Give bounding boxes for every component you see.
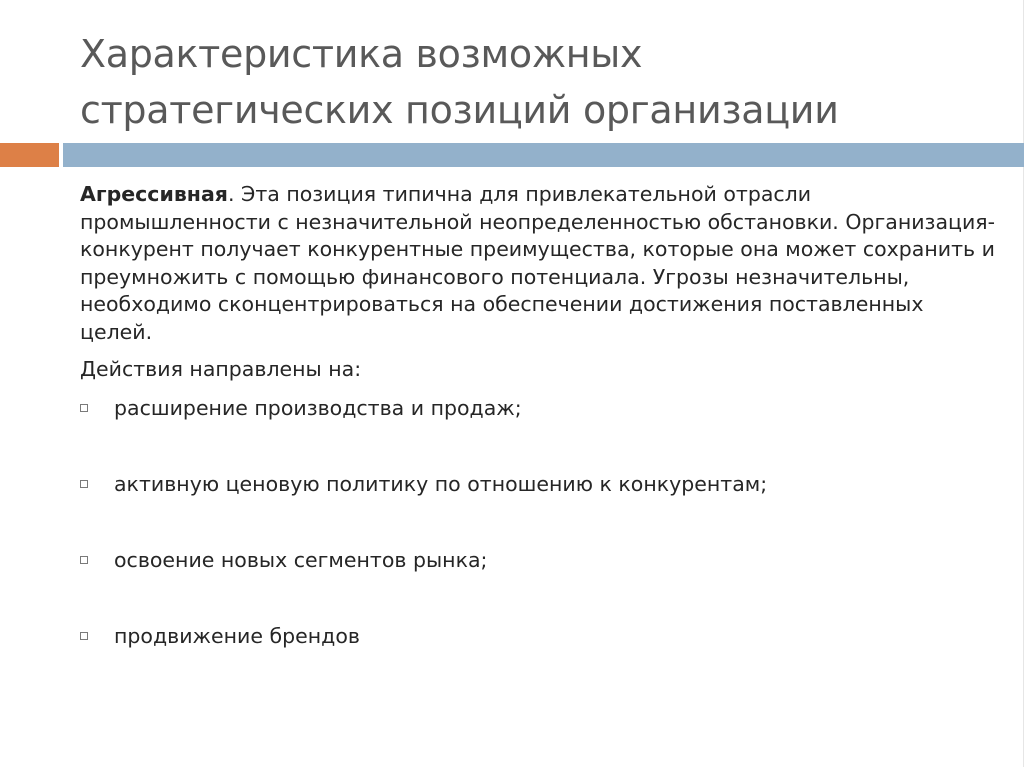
body-lead-term: Агрессивная [80,182,228,206]
bullet-list [80,395,980,699]
hollow-square-icon [80,556,88,564]
title-line-2: стратегических позиций организации [80,88,839,132]
list-item [80,471,980,547]
list-item [80,547,980,623]
body-paragraph [80,181,1000,347]
hollow-square-icon [80,632,88,640]
bullet-text: освоение новых сегментов рынка; [114,548,488,572]
list-item [80,395,980,471]
body-description: . Эта позиция типична для привлекательной отрасли промышленности с незначительной неопределенностью обстановки. Организация- конкурент получает конкурентные преимущества, которые она может сохранить и преумножить с помощью финансового потенциала. Угрозы незначительны, необходимо сконцентрироваться на обеспечении достижения поставленных целей. [80,182,996,344]
hollow-square-icon [80,404,88,412]
accent-bar-orange [0,143,59,167]
slide-title [80,26,980,138]
bullet-text: расширение производства и продаж; [114,396,522,420]
accent-bar-blue [63,143,1024,167]
bullet-text: активную ценовую политику по отношению к конкурентам; [114,472,768,496]
title-line-1: Характеристика возможных [80,32,643,76]
actions-heading: Действия направлены на: [80,357,362,381]
hollow-square-icon [80,480,88,488]
list-item [80,623,980,699]
bullet-text: продвижение брендов [114,624,360,648]
